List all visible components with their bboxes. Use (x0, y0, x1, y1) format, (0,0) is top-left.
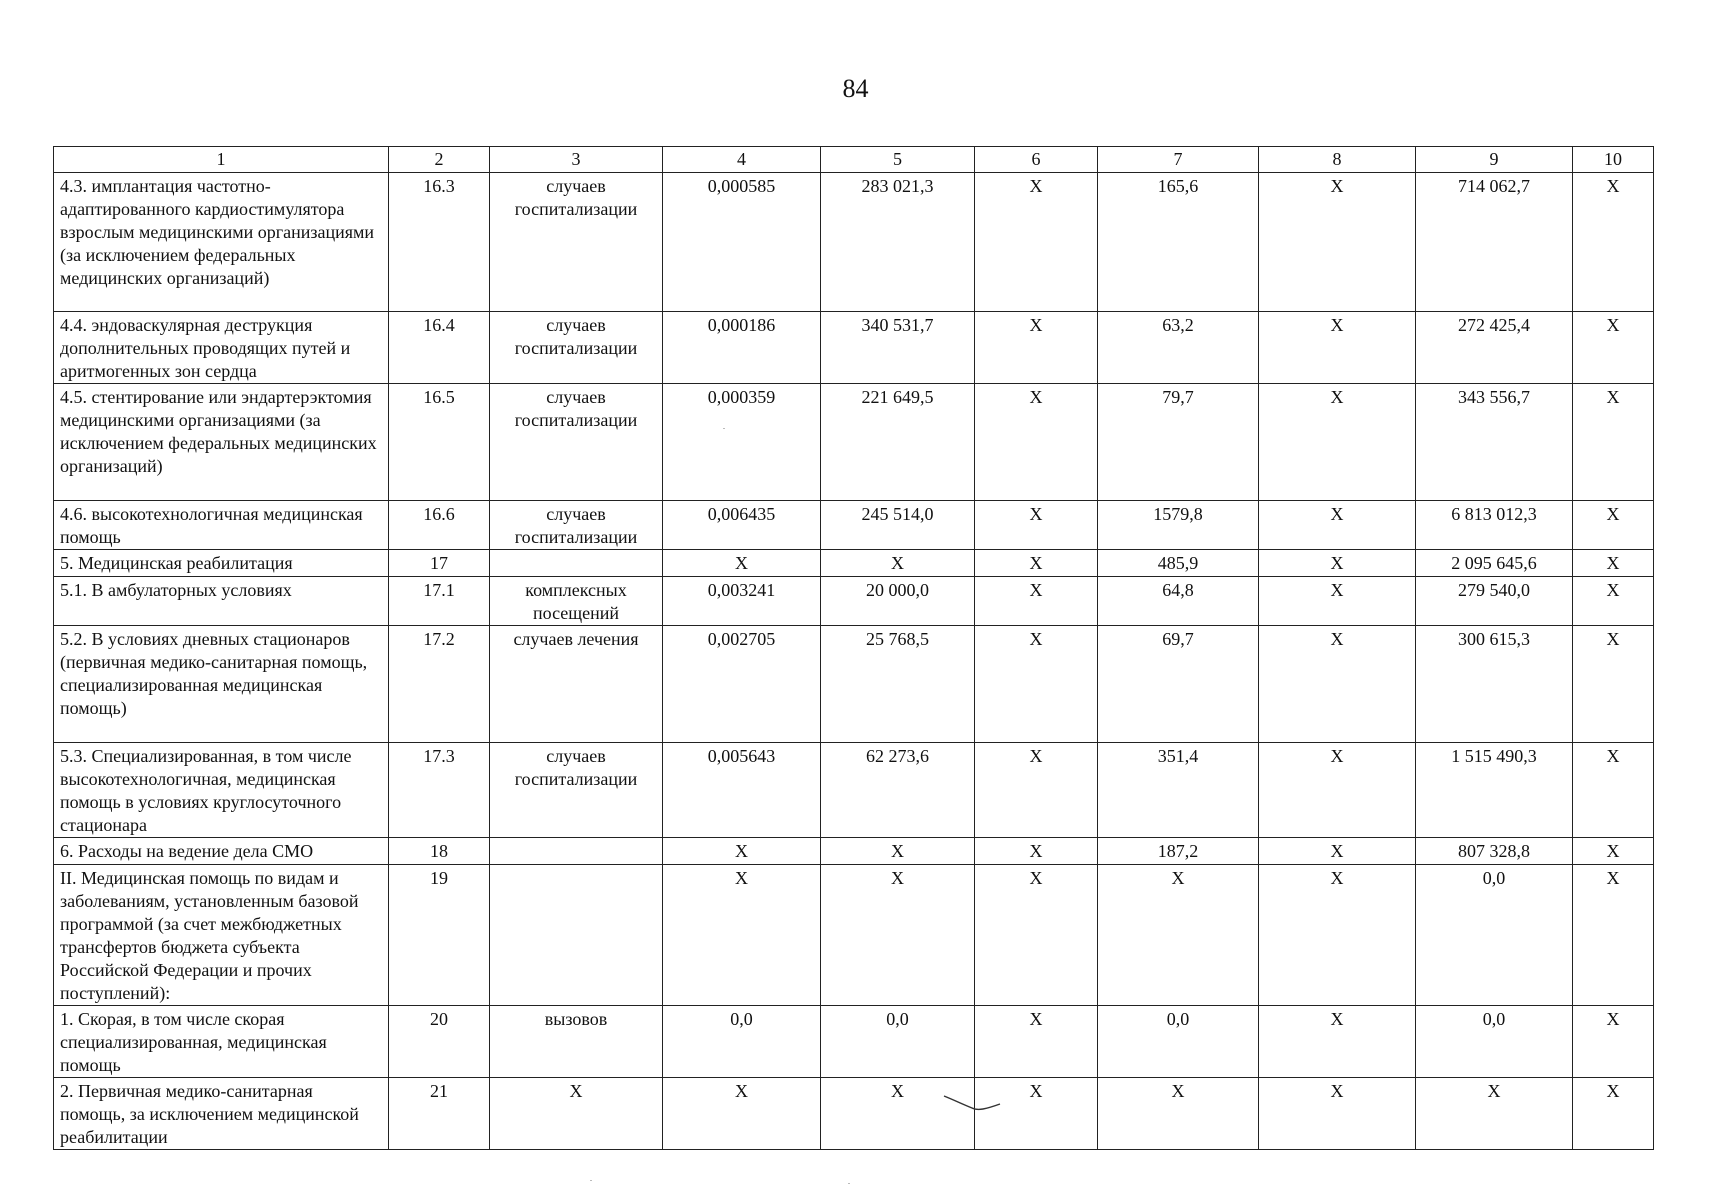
value-cell: 79,7 (1098, 384, 1259, 501)
value-cell: Х (1573, 577, 1654, 626)
value-cell: Х (975, 550, 1098, 577)
column-header: 2 (389, 147, 490, 173)
data-table (53, 146, 1654, 1150)
value-cell: Х (1573, 384, 1654, 501)
value-cell: Х (1259, 173, 1416, 312)
scan-speck (590, 1180, 592, 1181)
value-cell: 165,6 (1098, 173, 1259, 312)
value-cell: 0,003241 (663, 577, 821, 626)
value-cell: Х (821, 1078, 975, 1150)
value-cell: 300 615,3 (1416, 626, 1573, 743)
unit-cell: случаев госпитализации (490, 501, 663, 550)
value-cell: Х (1259, 1078, 1416, 1150)
value-cell: Х (975, 501, 1098, 550)
value-cell: Х (1573, 173, 1654, 312)
row-name-cell: 5. Медицинская реабилитация (54, 550, 389, 577)
column-header: 1 (54, 147, 389, 173)
value-cell: 0,0 (821, 1006, 975, 1078)
value-cell: Х (1573, 865, 1654, 1006)
value-cell: Х (1259, 626, 1416, 743)
header-row (54, 147, 1654, 173)
table-row (54, 173, 1654, 312)
value-cell: 283 021,3 (821, 173, 975, 312)
column-header: 10 (1573, 147, 1654, 173)
value-cell: Х (1573, 743, 1654, 838)
value-cell: 2 095 645,6 (1416, 550, 1573, 577)
column-header: 6 (975, 147, 1098, 173)
row-name-cell: 5.1. В амбулаторных условиях (54, 577, 389, 626)
unit-cell (490, 550, 663, 577)
unit-cell: вызовов (490, 1006, 663, 1078)
scan-speck (848, 1183, 850, 1184)
value-cell: 807 328,8 (1416, 838, 1573, 865)
pen-stroke-mark (942, 1092, 1012, 1122)
value-cell: 63,2 (1098, 312, 1259, 384)
row-code-cell: 16.4 (389, 312, 490, 384)
value-cell: 0,0 (1416, 1006, 1573, 1078)
row-code-cell: 16.3 (389, 173, 490, 312)
table-row (54, 1006, 1654, 1078)
value-cell: 187,2 (1098, 838, 1259, 865)
row-name-cell: II. Медицинская помощь по видам и заболеваниям, установленным базовой программой (за счет межбюджетных трансфертов бюджета субъекта Российской Федерации и прочих поступлений): (54, 865, 389, 1006)
value-cell: Х (1573, 1078, 1654, 1150)
value-cell: 0,0 (663, 1006, 821, 1078)
value-cell: 279 540,0 (1416, 577, 1573, 626)
value-cell: 0,000585 (663, 173, 821, 312)
value-cell: 272 425,4 (1416, 312, 1573, 384)
value-cell: 0,0 (1416, 865, 1573, 1006)
value-cell: 340 531,7 (821, 312, 975, 384)
value-cell: Х (1573, 550, 1654, 577)
row-name-cell: 2. Первичная медико-санитарная помощь, за исключением медицинской реабилитации (54, 1078, 389, 1150)
page-number: 84 (842, 74, 869, 103)
value-cell: Х (1259, 501, 1416, 550)
row-name-cell: 4.3. имплантация частотно-адаптированного кардиостимулятора взрослым медицинскими организациями (за исключением федеральных медицинских организаций) (54, 173, 389, 312)
value-cell: Х (1573, 1006, 1654, 1078)
value-cell: 0,0 (1098, 1006, 1259, 1078)
row-code-cell: 17.3 (389, 743, 490, 838)
value-cell: Х (975, 173, 1098, 312)
value-cell: Х (1259, 1006, 1416, 1078)
value-cell: 0,002705 (663, 626, 821, 743)
unit-cell: случаев госпитализации (490, 312, 663, 384)
column-header: 9 (1416, 147, 1573, 173)
column-header: 7 (1098, 147, 1259, 173)
table-row (54, 550, 1654, 577)
unit-cell: случаев госпитализации (490, 743, 663, 838)
value-cell: Х (975, 743, 1098, 838)
unit-cell (490, 865, 663, 1006)
value-cell: Х (975, 838, 1098, 865)
value-cell: 343 556,7 (1416, 384, 1573, 501)
table-row (54, 501, 1654, 550)
value-cell: Х (663, 550, 821, 577)
value-cell: Х (1573, 501, 1654, 550)
value-cell: Х (1573, 312, 1654, 384)
value-cell: Х (1259, 838, 1416, 865)
unit-cell: комплексных посещений (490, 577, 663, 626)
unit-cell: случаев госпитализации (490, 384, 663, 501)
table-row (54, 1078, 1654, 1150)
value-cell: 1 515 490,3 (1416, 743, 1573, 838)
scan-speck (723, 428, 725, 429)
column-header: 3 (490, 147, 663, 173)
value-cell: Х (1416, 1078, 1573, 1150)
value-cell: 0,005643 (663, 743, 821, 838)
value-cell: 351,4 (1098, 743, 1259, 838)
value-cell: Х (975, 865, 1098, 1006)
value-cell: 62 273,6 (821, 743, 975, 838)
column-header: 4 (663, 147, 821, 173)
row-code-cell: 21 (389, 1078, 490, 1150)
table-row (54, 743, 1654, 838)
value-cell: Х (1098, 865, 1259, 1006)
row-code-cell: 19 (389, 865, 490, 1006)
table-row (54, 577, 1654, 626)
value-cell: 20 000,0 (821, 577, 975, 626)
value-cell: Х (975, 384, 1098, 501)
row-code-cell: 17 (389, 550, 490, 577)
value-cell: Х (663, 865, 821, 1006)
value-cell: Х (975, 312, 1098, 384)
value-cell: 25 768,5 (821, 626, 975, 743)
value-cell: Х (1573, 838, 1654, 865)
row-name-cell: 5.2. В условиях дневных стационаров (первичная медико-санитарная помощь, специализированная медицинская помощь) (54, 626, 389, 743)
row-code-cell: 18 (389, 838, 490, 865)
unit-cell: Х (490, 1078, 663, 1150)
row-code-cell: 17.2 (389, 626, 490, 743)
column-header: 5 (821, 147, 975, 173)
table-row (54, 312, 1654, 384)
value-cell: 0,000186 (663, 312, 821, 384)
row-code-cell: 16.6 (389, 501, 490, 550)
unit-cell: случаев госпитализации (490, 173, 663, 312)
value-cell: 1579,8 (1098, 501, 1259, 550)
table-row (54, 626, 1654, 743)
value-cell: 245 514,0 (821, 501, 975, 550)
value-cell: Х (821, 550, 975, 577)
unit-cell: случаев лечения (490, 626, 663, 743)
table-row (54, 384, 1654, 501)
value-cell: Х (821, 865, 975, 1006)
value-cell: Х (1259, 312, 1416, 384)
value-cell: 69,7 (1098, 626, 1259, 743)
value-cell: Х (975, 1078, 1098, 1150)
row-name-cell: 4.6. высокотехнологичная медицинская помощь (54, 501, 389, 550)
row-code-cell: 20 (389, 1006, 490, 1078)
row-name-cell: 1. Скорая, в том числе скорая специализированная, медицинская помощь (54, 1006, 389, 1078)
value-cell: Х (975, 626, 1098, 743)
row-name-cell: 4.5. стентирование или эндартерэктомия медицинскими организациями (за исключением федеральных медицинских организаций) (54, 384, 389, 501)
value-cell: Х (1573, 626, 1654, 743)
value-cell: Х (1259, 743, 1416, 838)
value-cell: Х (1259, 577, 1416, 626)
value-cell: 0,000359 (663, 384, 821, 501)
row-code-cell: 16.5 (389, 384, 490, 501)
row-name-cell: 5.3. Специализированная, в том числе высокотехнологичная, медицинская помощь в условиях круглосуточного стационара (54, 743, 389, 838)
value-cell: 714 062,7 (1416, 173, 1573, 312)
value-cell: Х (975, 577, 1098, 626)
value-cell: 221 649,5 (821, 384, 975, 501)
value-cell: Х (1259, 384, 1416, 501)
unit-cell (490, 838, 663, 865)
value-cell: Х (1098, 1078, 1259, 1150)
value-cell: 6 813 012,3 (1416, 501, 1573, 550)
row-name-cell: 6. Расходы на ведение дела СМО (54, 838, 389, 865)
value-cell: 0,006435 (663, 501, 821, 550)
value-cell: Х (1259, 865, 1416, 1006)
value-cell: 485,9 (1098, 550, 1259, 577)
value-cell: Х (1259, 550, 1416, 577)
value-cell: Х (975, 1006, 1098, 1078)
value-cell: Х (821, 838, 975, 865)
row-name-cell: 4.4. эндоваскулярная деструкция дополнительных проводящих путей и аритмогенных зон сердца (54, 312, 389, 384)
row-code-cell: 17.1 (389, 577, 490, 626)
table-row (54, 865, 1654, 1006)
table-row (54, 838, 1654, 865)
value-cell: Х (663, 1078, 821, 1150)
column-header: 8 (1259, 147, 1416, 173)
value-cell: Х (663, 838, 821, 865)
value-cell: 64,8 (1098, 577, 1259, 626)
